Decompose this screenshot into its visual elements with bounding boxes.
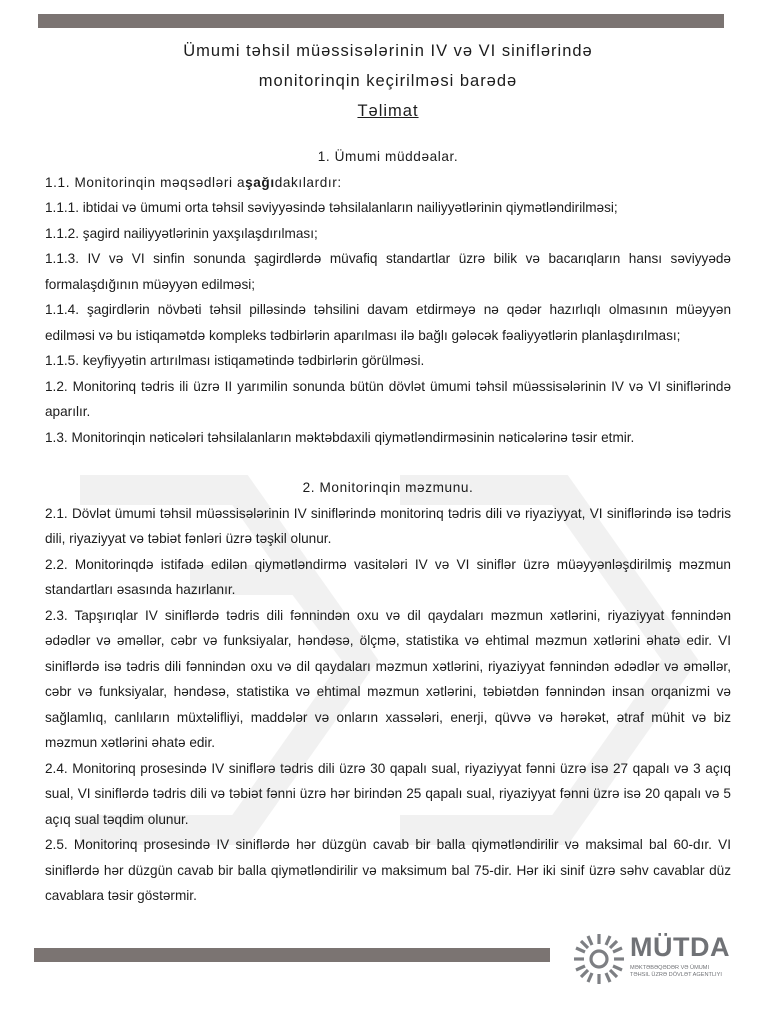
clause-1-1-4: 1.1.4. şagirdlərin növbəti təhsil pilləsində təhsilini davam etdirməyə nə qədər hazırlıqlı olmasının müəyyən edilməsi və bu istiqamətdə kompleks tədbirlərin aparılması ilə bağlı gələcək fəaliyyətlərin planlaşdırılması;: [45, 302, 731, 343]
document-title-line-2: monitorinqin keçirilməsi barədə: [258, 72, 518, 90]
clause-2-4: 2.4. Monitorinq prosesində IV siniflərə tədris dili üzrə 30 qapalı sual, riyaziyyat fənni üzrə isə 27 qapalı və 3 açıq sual, VI siniflərdə tədris dili və təbiət fənni üzrə hər birindən 25 qapalı sual, riyaziyyat fənni üzrə isə 20 qapalı və 5 açıq sual təqdim olunur.: [45, 760, 731, 827]
logo-tagline: MƏKTƏBƏQƏDƏR VƏ ÜMUMI TƏHSIL ÜZRƏ DÖVLƏT AGENTLIYI: [630, 965, 722, 978]
clause-1-1-2: 1.1.2. şagird nailiyyətlərinin yaxşılaşdırılması;: [45, 225, 318, 241]
section-2-heading: 2. Monitorinqin məzmunu.: [302, 480, 474, 495]
logo-brand-text: MÜTDA: [630, 932, 730, 962]
top-decorative-bar: [38, 14, 724, 28]
document-title-line-1: Ümumi təhsil müəssisələrinin IV və VI siniflərində: [183, 42, 593, 60]
clause-2-5: 2.5. Monitorinq prosesində IV siniflərdə hər düzgün cavab bir balla qiymətləndirilir və maksimal bal 60-dır. VI siniflərdə hər düzgün cavab bir balla qiymətləndirilir və maksimum bal 75-dir. Hər iki sinif üzrə səhv cavablar düz cavablara təsir göstərmir.: [45, 837, 731, 903]
clause-1-1-3: 1.1.3. IV və VI sinfin sonunda şagirdlərdə müvafiq standartlar üzrə bilik və bacarıqların hansı səviyyədə formalaşdığının müəyyən edilməsi;: [45, 251, 731, 292]
mutda-logo: [570, 930, 730, 992]
section-1-heading: 1. Ümumi müddəalar.: [317, 149, 459, 164]
clause-2-1: 2.1. Dövlət ümumi təhsil müəssisələrinin IV siniflərində monitorinq tədris dili və riyaziyyat, VI siniflərində isə tədris dili, riyaziyyat və təbiət fənləri üzrə təşkil olunur.: [45, 505, 731, 546]
mutda-emblem-icon: [570, 930, 628, 988]
document-body: [45, 36, 731, 909]
clause-1-1-5: 1.1.5. keyfiyyətin artırılması istiqamətində tədbirlərin görülməsi.: [45, 353, 425, 368]
document-type: Təlimat: [357, 102, 419, 120]
clause-1-1-1: 1.1.1. ibtidai və ümumi orta təhsil səviyyəsində təhsilalanların nailiyyətlərinin qiymətləndirilməsi;: [45, 200, 618, 215]
clause-2-2: 2.2. Monitorinqdə istifadə edilən qiymətləndirmə vasitələri IV və VI siniflər üzrə müəyyənləşdirilmiş məzmun standartları əsasında hazırlanır.: [45, 556, 731, 597]
clause-1-1: 1.1. Monitorinqin məqsədləri aşağıdakılardır:: [45, 174, 342, 190]
clause-1-2: 1.2. Monitorinq tədris ili üzrə II yarımilin sonunda bütün dövlət ümumi təhsil müəssisələrinin IV və VI siniflərində aparılır.: [45, 378, 731, 419]
clause-1-3: 1.3. Monitorinqin nəticələri təhsilalanların məktəbdaxili qiymətləndirməsinin nəticələrinə təsir etmir.: [45, 429, 635, 445]
clause-2-3: 2.3. Tapşırıqlar IV siniflərdə tədris dili fənnindən oxu və dil qaydaları məzmun xətlərini, riyaziyyat fənnindən ədədlər və əməllər, cəbr və funksiyalar, həndəsə, ölçmə, statistika və ehtimal məzmun xətlərini əhatə edir. VI siniflərdə isə tədris dili fənnindən oxu və dil qaydaları məzmun xətlərini, riyaziyyat fənnindən ədədlər və əməllər, cəbr və funksiyalar, həndəsə, statistika və ehtimal məzmun xətlərini, təbiətdən fənnindən insan orqanizmi və sağlamlıq, canlıların müxtəlifliyi, maddələr və onların xassələri, enerji, qüvvə və hərəkət, ətraf mühit və biz məzmun xətlərini əhatə edir.: [45, 607, 731, 750]
bottom-decorative-bar: [34, 948, 550, 962]
